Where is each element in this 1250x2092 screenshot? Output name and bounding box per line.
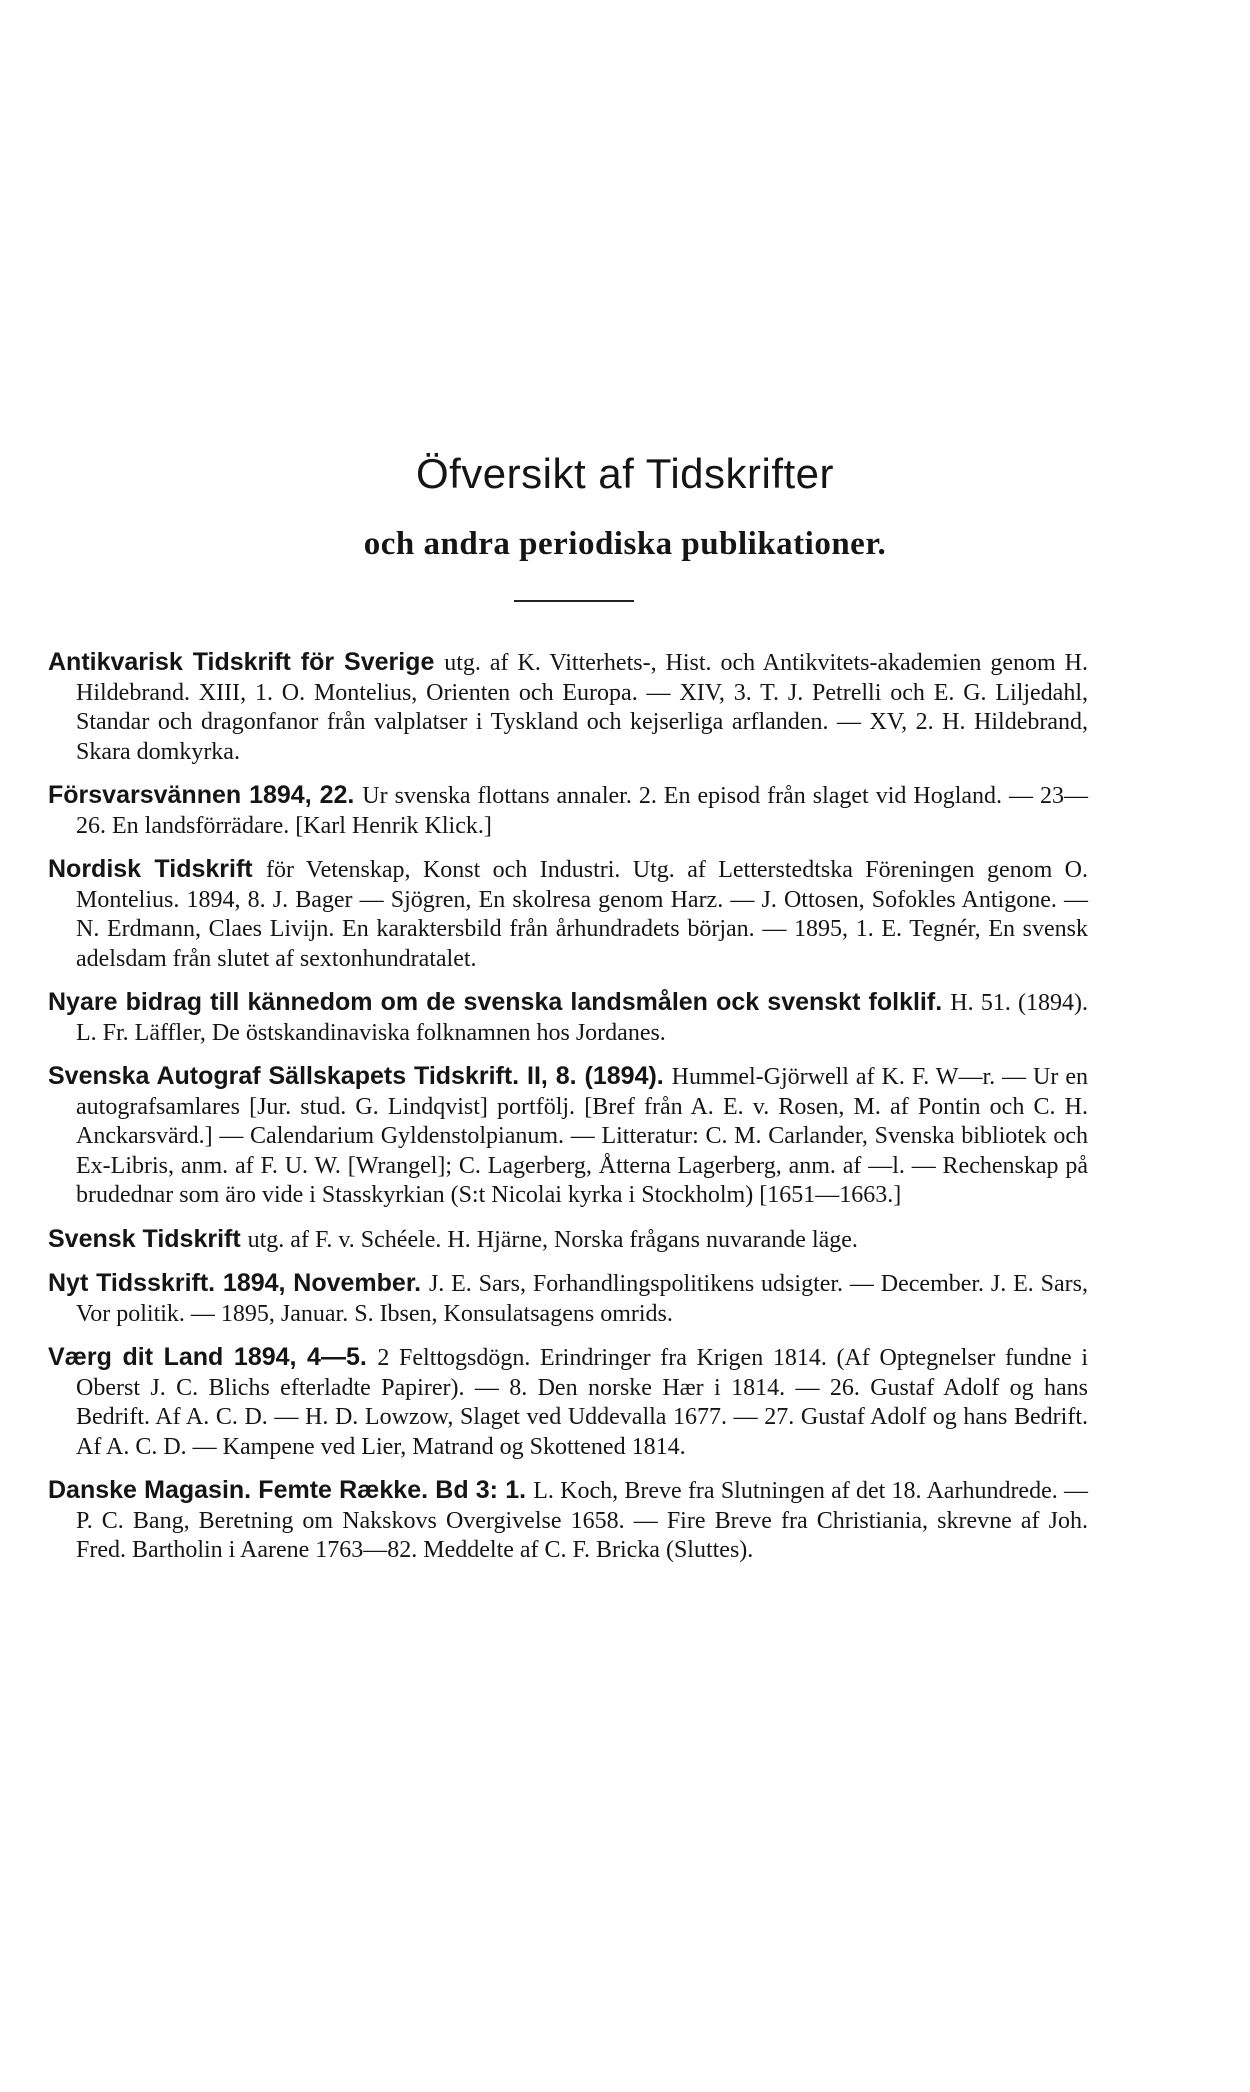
entry-svenska-autograf [48, 1062, 1088, 1211]
page-title: Öfversikt af Tidskrifter [415, 450, 835, 497]
entry-text: H. 51. (1894). L. Fr. Läffler, De östskandinaviska folknamnen hos Jordanes. [76, 990, 1088, 1046]
entry-text: 2 Felttogsdögn. Erindringer fra Krigen 1814. (Af Optegnelser fundne i Oberst J. C. Blichs efterladte Papirer). — 8. Den norske Hær i 1814. — 26. Gustaf Adolf og hans Bedrift. Af A. C. D. — H. D. Lowzow, Slaget ved Uddevalla 1677. — 27. Gustaf Adolf og hans Bedrift. Af A. C. D. — Kampene ved Lier, Matrand og Skottened 1814. [76, 1345, 1088, 1460]
entry-danske-magasin [48, 1476, 1088, 1566]
entry-text: Ur svenska flottans annaler. 2. En episod från slaget vid Hogland. — 23—26. En landsförrädare. [Karl Henrik Klick.] [76, 783, 1088, 839]
entry-heading: Antikvarisk Tidskrift för Sverige [48, 648, 445, 676]
title-divider [514, 600, 634, 602]
entry-heading: Svensk Tidskrift [48, 1224, 248, 1253]
entry-vaerg-dit-land [48, 1343, 1088, 1462]
entry-heading: Nordisk Tidskrift [48, 855, 266, 883]
entry-forsvarsvannen [48, 781, 1088, 841]
periodical-list [48, 648, 1088, 1580]
entry-nyt-tidsskrift [48, 1269, 1088, 1329]
entry-heading: Nyare bidrag till kännedom om de svenska landsmålen ock svenskt folklif. [48, 988, 951, 1016]
entry-heading: Værg dit Land 1894, 4—5. [48, 1343, 378, 1371]
entry-svensk-tidskrift [48, 1225, 1088, 1256]
entry-heading: Försvarsvännen 1894, 22. [48, 781, 363, 809]
entry-text: Hummel-Gjörwell af K. F. W—r. — Ur en autografsamlares [Jur. stud. G. Lindqvist] portfölj. [Bref från A. E. v. Rosen, M. af Pontin och C. H. Anckarsvärd.] — Calendarium Gyldenstolpianum. — Litteratur: C. M. Carlander, Svenska bibliotek och Ex-Libris, anm. af F. U. W. [Wrangel]; C. Lagerberg, Åtterna Lagerberg, anm. af —l. — Rechenskap på brudednar som äro vide i Stasskyrkian (S:t Nicolai kyrka i Stockholm) [1651—1663.] [76, 1064, 1088, 1208]
entry-heading: Nyt Tidsskrift. 1894, November. [48, 1269, 429, 1297]
entry-text: utg. af K. Vitterhets-, Hist. och Antikvitets-akademien genom H. Hildebrand. XIII, 1. O. Montelius, Orienten och Europa. — XIV, 3. T. J. Petrelli och E. G. Liljedahl, Standar och dragonfanor från valplatser i Tyskland och kejserliga arflanden. — XV, 2. H. Hildebrand, Skara domkyrka. [76, 650, 1088, 765]
entry-nyare-bidrag [48, 988, 1088, 1048]
entry-nordisk-tidskrift [48, 855, 1088, 974]
entry-heading: Danske Magasin. Femte Række. Bd 3: 1. [48, 1476, 534, 1504]
page-subtitle: och andra periodiska publikationer. [363, 526, 887, 562]
entry-heading: Svenska Autograf Sällskapets Tidskrift. II, 8. (1894). [48, 1062, 672, 1090]
entry-text: för Vetenskap, Konst och Industri. Utg. af Letterstedtska Föreningen genom O. Montelius. 1894, 8. J. Bager — Sjögren, En skolresa genom Harz. — J. Ottosen, Sofokles Antigone. — N. Erdmann, Claes Livijn. En karaktersbild från århundradets början. — 1895, 1. E. Tegnér, En svensk adelsdam från slutet af sextonhundratalet. [76, 857, 1089, 972]
entry-text: L. Koch, Breve fra Slutningen af det 18. Aarhundrede. — P. C. Bang, Beretning om Nakskovs Overgivelse 1658. — Fire Breve fra Christiania, skrevne af Joh. Fred. Bartholin i Aarene 1763—82. Meddelte af C. F. Bricka (Sluttes). [76, 1478, 1088, 1563]
entry-text: utg. af F. v. Schéele. H. Hjärne, Norska frågans nuvarande läge. [247, 1226, 858, 1253]
entry-text: J. E. Sars, Forhandlingspolitikens udsigter. — December. J. E. Sars, Vor politik. — 1895, Januar. S. Ibsen, Konsulatsagens omrids. [76, 1271, 1088, 1327]
entry-antikvarisk-tidskrift [48, 648, 1088, 767]
